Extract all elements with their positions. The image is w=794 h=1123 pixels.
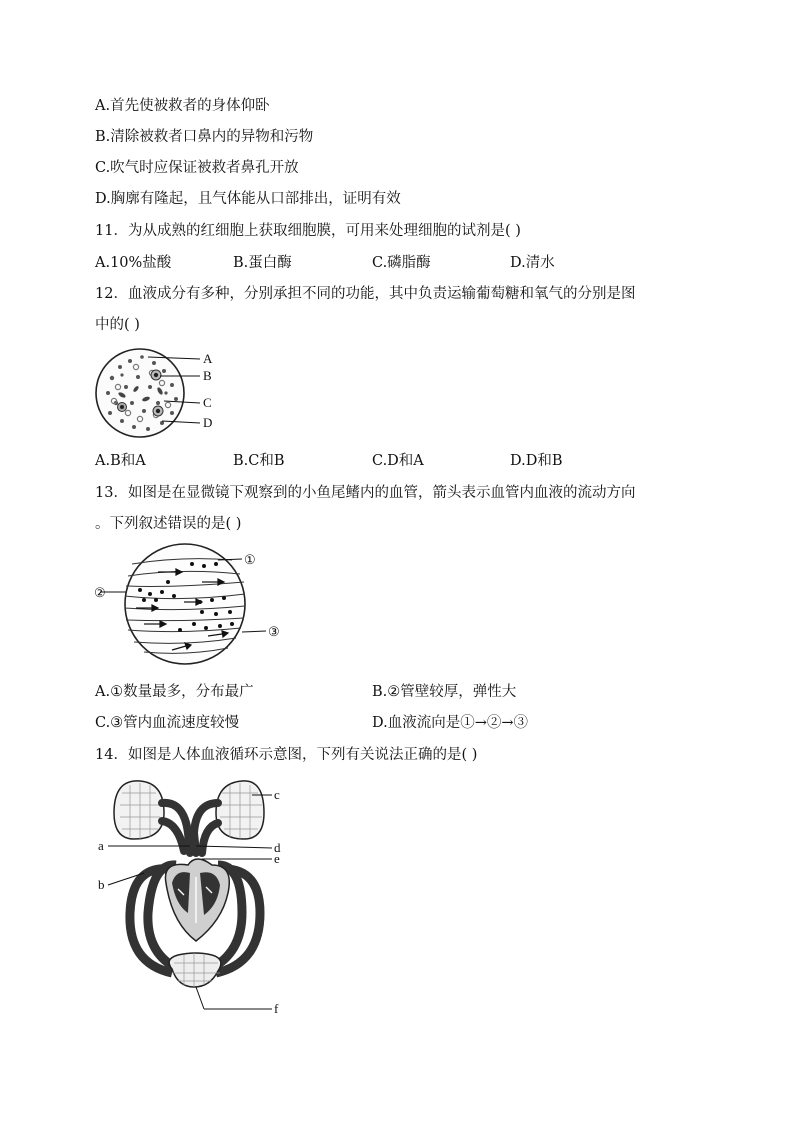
q10-option-c: C.吹气时应保证被救者鼻孔开放	[95, 160, 299, 176]
q13-option-c: C.③管内血流速度较慢	[95, 715, 240, 731]
q13-option-d: D.血液流向是①→②→③	[372, 715, 529, 731]
circulation-label-e: e	[274, 851, 280, 866]
q10-option-b: B.清除被救者口鼻内的异物和污物	[95, 129, 314, 145]
q11-option-b: B.蛋白酶	[233, 255, 292, 271]
q13-stem-line2: 。下列叙述错误的是( )	[95, 516, 242, 532]
q13-option-b: B.②管壁较厚，弹性大	[372, 684, 517, 700]
q12-option-d: D.D和B	[510, 453, 563, 469]
q11-option-c: C.磷脂酶	[372, 255, 431, 271]
vessel-label-2: ②	[94, 585, 106, 600]
circulation-label-f: f	[274, 1001, 279, 1016]
q12-option-a: A.B和A	[95, 453, 146, 469]
q12-option-c: C.D和A	[372, 453, 424, 469]
q10-option-a: A.首先使被救者的身体仰卧	[95, 98, 270, 114]
vessel-label-1: ①	[244, 552, 256, 567]
q13-stem-line1: 13．如图是在显微镜下观察到的小鱼尾鳍内的血管，箭头表示血管内血液的流动方向	[95, 485, 636, 501]
circulation-label-a: a	[98, 838, 104, 853]
q12-stem-line2: 中的( )	[95, 317, 140, 333]
q10-option-d: D.胸廓有隆起，且气体能从口部排出，证明有效	[95, 191, 401, 207]
blood-label-d: D	[203, 415, 213, 430]
q13-option-a: A.①数量最多，分布最广	[95, 684, 254, 700]
fish-tail-vessels-figure	[92, 542, 292, 670]
q14-stem: 14．如图是人体血液循环示意图，下列有关说法正确的是( )	[95, 747, 478, 763]
q11-option-a: A.10%盐酸	[95, 255, 172, 271]
circulation-label-d: d	[274, 840, 281, 855]
blood-label-a: A	[203, 351, 213, 366]
blood-smear-figure	[92, 343, 232, 443]
blood-label-b: B	[203, 368, 212, 383]
circulation-label-b: b	[98, 877, 105, 892]
blood-label-c: C	[203, 395, 212, 410]
vessel-label-3: ③	[268, 624, 280, 639]
blood-circulation-figure	[92, 773, 292, 1023]
circulation-label-c: c	[274, 787, 280, 802]
q11-stem: 11．为从成熟的红细胞上获取细胞膜，可用来处理细胞的试剂是( )	[95, 223, 521, 239]
q12-option-b: B.C和B	[233, 453, 285, 469]
q11-option-d: D.清水	[510, 255, 555, 271]
q12-stem-line1: 12．血液成分有多种，分别承担不同的功能，其中负责运输葡萄糖和氧气的分别是图	[95, 286, 636, 302]
